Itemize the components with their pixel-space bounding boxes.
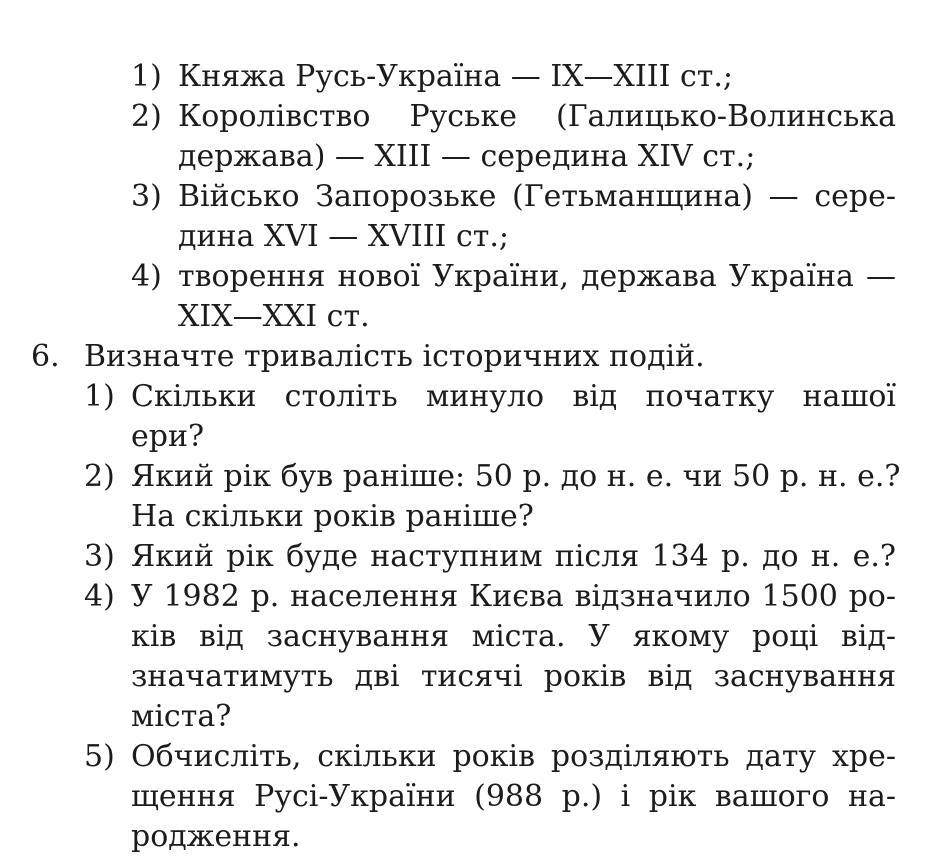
- question-text: міста?: [131, 699, 232, 734]
- prev-item-text: Королівство Руське (Галицько-Волинська: [178, 99, 896, 134]
- prev-item-text: XIX—XXI ст.: [178, 299, 370, 334]
- question-text: ери?: [131, 419, 205, 454]
- question-text: ків від заснування міста. У якому році від-: [131, 619, 896, 654]
- prev-item-number: 1): [131, 59, 162, 94]
- prev-item-number: 2): [131, 99, 162, 134]
- prev-item-text: держава) — XIII — середина XIV ст.;: [178, 139, 756, 174]
- prev-item-text: дина XVI — XVIII ст.;: [178, 219, 509, 254]
- question-number: 1): [84, 379, 115, 414]
- prev-item-text: творення нової України, держава Україна —: [178, 259, 896, 294]
- question-number: 4): [84, 579, 115, 614]
- question-text: Який рік був раніше: 50 р. до н. е. чи 50 р. н. е.?: [131, 459, 901, 494]
- question-text: родження.: [131, 819, 301, 854]
- task-title: Визначте тривалість історичних подій.: [84, 339, 705, 374]
- question-text: На скільки років раніше?: [131, 499, 534, 534]
- question-text: Скільки століть минуло від початку нашої: [131, 379, 896, 414]
- question-text: Обчисліть, скільки років розділяють дату хре-: [131, 739, 896, 774]
- prev-item-number: 3): [131, 179, 162, 214]
- question-text: Який рік буде наступним після 134 р. до н. е.?: [131, 539, 896, 574]
- prev-item-number: 4): [131, 259, 162, 294]
- question-number: 2): [84, 459, 115, 494]
- question-number: 3): [84, 539, 115, 574]
- question-text: щення Русі-України (988 р.) і рік вашого на-: [131, 779, 896, 814]
- task-number: 6.: [31, 339, 60, 374]
- question-text: У 1982 р. населення Києва відзначило 1500 ро-: [131, 579, 896, 614]
- prev-item-text: Військо Запорозьке (Гетьманщина) — сере-: [178, 179, 896, 214]
- prev-item-text: Княжа Русь-Україна — IX—XIII ст.;: [178, 59, 734, 94]
- question-text: значатимуть дві тисячі років від заснування: [131, 659, 896, 694]
- question-number: 5): [84, 739, 115, 774]
